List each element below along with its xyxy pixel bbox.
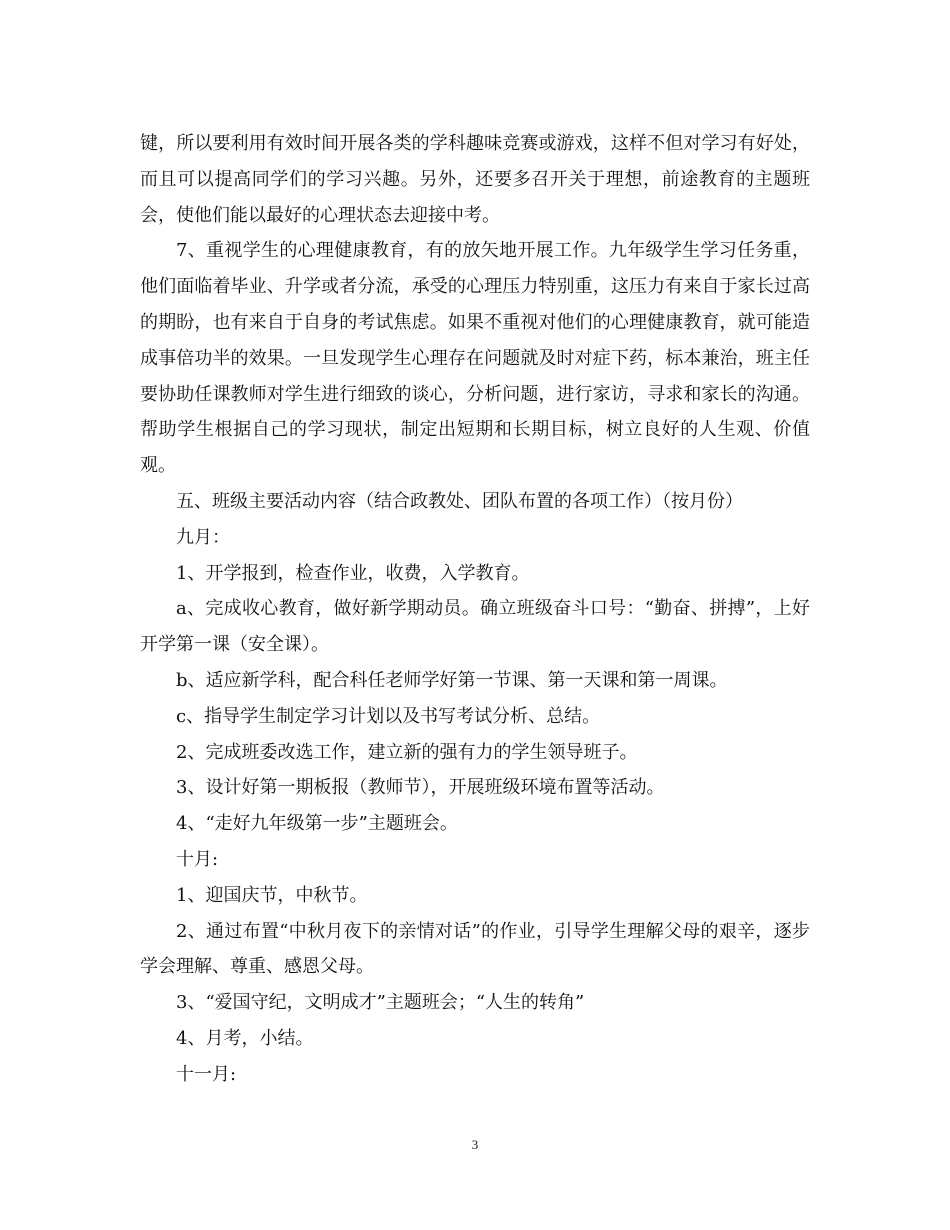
list-item: 2、完成班委改选工作，建立新的强有力的学生领导班子。 (176, 741, 638, 763)
month-heading: 九月： (176, 526, 230, 548)
list-item: 1、开学报到，检查作业，收费，入学教育。 (176, 562, 530, 584)
list-item: 2、通过布置“中秋月夜下的亲情对话”的作业，引导学生理解父母的艰辛，逐步学会理解、尊重、感恩父母。 (140, 920, 810, 978)
page-number: 3 (471, 1137, 479, 1152)
list-item: 3、设计好第一期板报（教师节），开展班级环境布置等活动。 (176, 777, 665, 799)
section-heading: 五、班级主要活动内容（结合政教处、团队布置的各项工作）（按月份） (176, 490, 743, 512)
list-item: 1、迎国庆节，中秋节。 (176, 884, 368, 906)
paragraph: 7、重视学生的心理健康教育，有的放矢地开展工作。九年级学生学习任务重，他们面临着毕业、升学或者分流，承受的心理压力特别重，这压力有来自于家长过高的期盼，也有来自于自身的考试焦虑。如果不重视对他们的心理健康教育，就可能造成事倍功半的效果。一旦发现学生心理存在问题就及时对症下药，标本兼治，班主任要协助任课教师对学生进行细致的谈心，分析问题，进行家访，寻求和家长的沟通。帮助学生根据自己的学习现状，制定出短期和长期目标，树立良好的人生观、价值观。 (140, 240, 810, 477)
document-body (140, 126, 810, 1093)
list-item: 3、“爱国守纪，文明成才”主题班会；“人生的转角” (176, 992, 585, 1014)
month-heading: 十一月: (176, 1063, 237, 1085)
paragraph: 键，所以要利用有效时间开展各类的学科趣味竞赛或游戏，这样不但对学习有好处，而且可以提高同学们的学习兴趣。另外，还要多召开关于理想，前途教育的主题班会，使他们能以最好的心理状态去迎接中考。 (140, 133, 810, 226)
list-item: 4、“走好九年级第一步”主题班会。 (176, 813, 458, 835)
month-heading: 十月: (176, 848, 219, 870)
list-item: b、适应新学科，配合科任老师学好第一节课、第一天课和第一周课。 (176, 669, 728, 691)
list-item: c、指导学生制定学习计划以及书写考试分析、总结。 (176, 705, 601, 727)
list-item: a、完成收心教育，做好新学期动员。确立班级奋斗口号：“勤奋、拼搏”，上好开学第一课（安全课）。 (140, 598, 810, 656)
list-item: 4、月考，小结。 (176, 1027, 314, 1049)
